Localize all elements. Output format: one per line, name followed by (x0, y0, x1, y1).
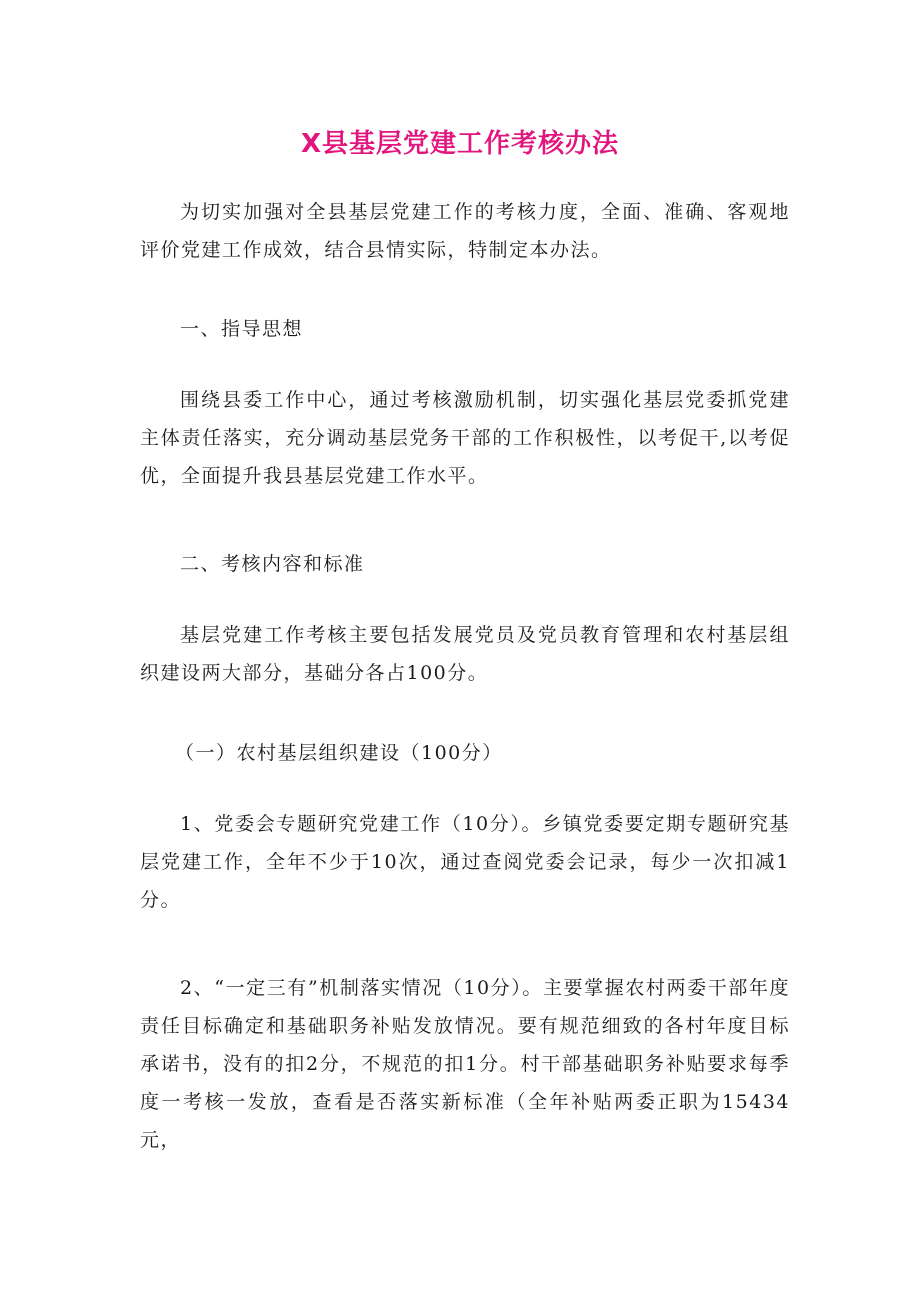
section-body-guiding-ideology: 围绕县委工作中心，通过考核激励机制，切实强化基层党委抓党建主体责任落实，充分调动基层党务干部的工作积极性，以考促干,以考促优，全面提升我县基层党建工作水平。 (140, 389, 790, 487)
subsection-heading-rural-organization: （一）农村基层组织建设（100分） (175, 742, 503, 764)
document-title: X县基层党建工作考核办法 (300, 129, 620, 159)
intro-paragraph: 为切实加强对全县基层党建工作的考核力度，全面、准确、客观地评价党建工作成效，结合县情实际，特制定本办法。 (140, 201, 790, 261)
section-heading-assessment-content: 二、考核内容和标准 (180, 553, 365, 575)
list-item-mechanism-implementation: 2、“一定三有”机制落实情况（10分）。主要掌握农村两委干部年度责任目标确定和基础职务补贴发放情况。要有规范细致的各村年度目标承诺书，没有的扣2分，不规范的扣1分。村干部基础职务补贴要求每季度一考核一发放，查看是否落实新标准（全年补贴两委正职为15434元， (140, 977, 790, 1151)
list-item-party-committee-research: 1、党委会专题研究党建工作（10分）。乡镇党委要定期专题研究基层党建工作，全年不少于10次，通过查阅党委会记录，每少一次扣减1分。 (140, 813, 790, 911)
section-body-assessment-content: 基层党建工作考核主要包括发展党员及党员教育管理和农村基层组织建设两大部分，基础分各占100分。 (140, 624, 790, 684)
section-heading-guiding-ideology: 一、指导思想 (180, 318, 304, 340)
